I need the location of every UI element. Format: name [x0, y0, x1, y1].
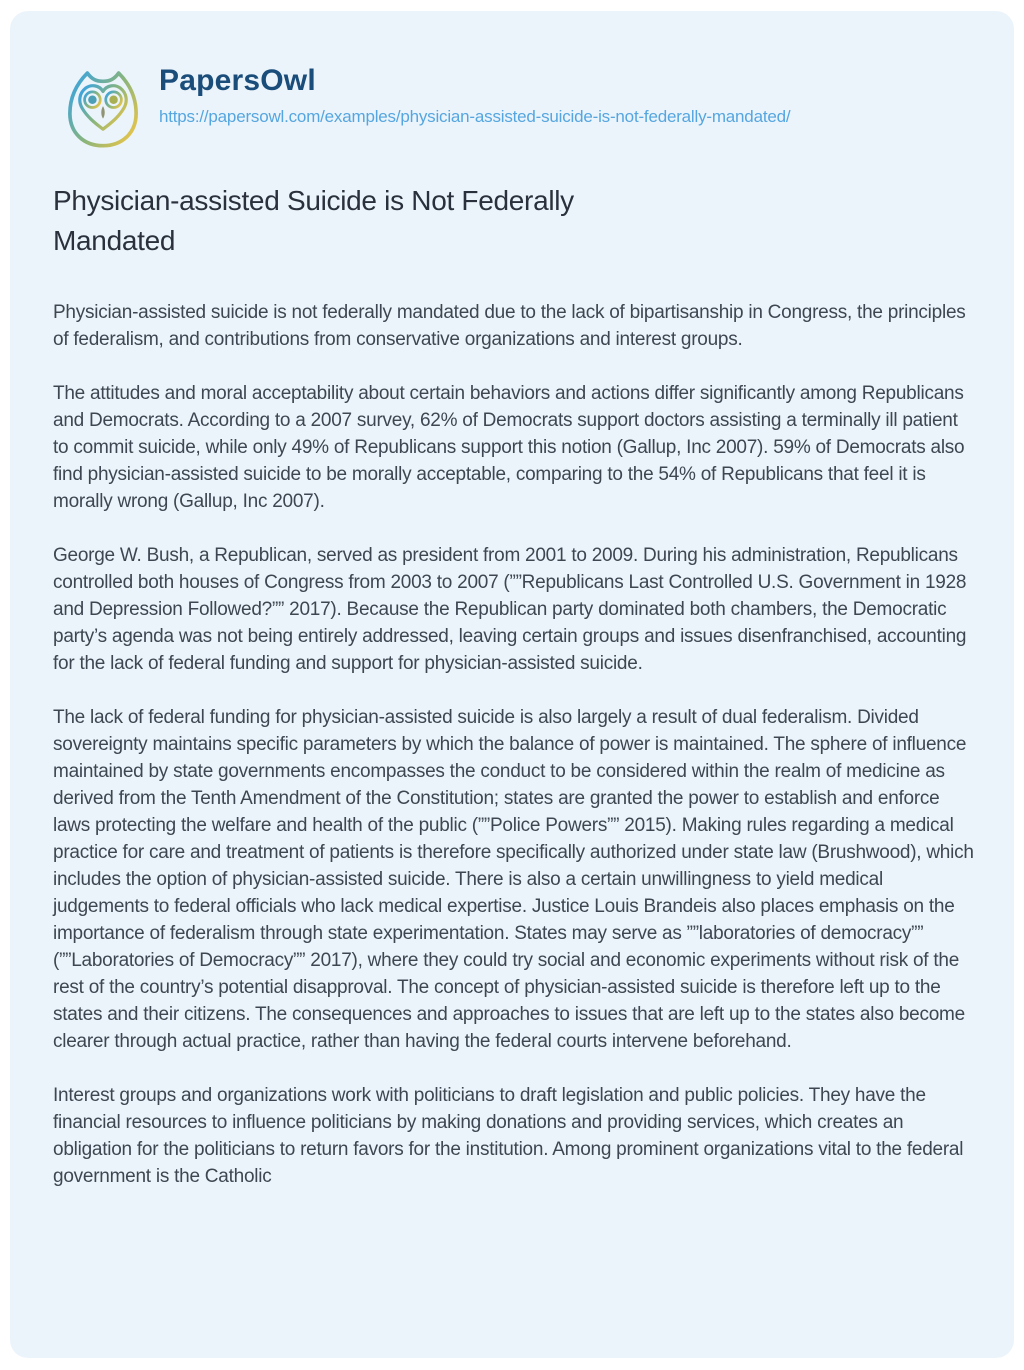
brand-name: PapersOwl: [159, 64, 316, 97]
essay-title: Physician-assisted Suicide is Not Federally Mandated: [53, 185, 574, 256]
header: [57, 62, 974, 154]
source-url-link[interactable]: https://papersowl.com/examples/physician-assisted-suicide-is-not-federally-mandated/: [159, 107, 791, 126]
papersowl-owl-logo-icon: [57, 62, 149, 154]
essay-paragraph-2: The attitudes and moral acceptability about certain behaviors and actions differ significantly among Republicans and Democrats. According to a 2007 survey, 62% of Democrats support doctors assisting a terminally ill patient to commit suicide, while only 49% of Republicans support this notion (Gallup, Inc 2007). 59% of Democrats also find physician-assisted suicide to be morally acceptable, comparing to the 54% of Republicans that feel it is morally wrong (Gallup, Inc 2007).: [53, 383, 965, 512]
essay-paragraph-3: George W. Bush, a Republican, served as president from 2001 to 2009. During his administration, Republicans controlled both houses of Congress from 2003 to 2007 (””Republicans Last Controlled U.S. Government in 1928 and Depression Followed?”” 2017). Because the Republican party dominated both chambers, the Democratic party’s agenda was not being entirely addressed, leaving certain groups and issues disenfranchised, accounting for the lack of federal funding and support for physician-assisted suicide.: [53, 545, 967, 674]
document-card: [10, 11, 1014, 1358]
essay-paragraph-1: Physician-assisted suicide is not federally mandated due to the lack of bipartisanship in Congress, the principles of federalism, and contributions from conservative organizations and interest groups.: [53, 302, 966, 350]
brand-block: [159, 62, 790, 127]
essay-paragraph-4: The lack of federal funding for physician-assisted suicide is also largely a result of dual federalism. Divided sovereignty maintains specific parameters by which the balance of power is maintained. The sphere of influence maintained by state governments encompasses the conduct to be considered within the realm of medicine as derived from the Tenth Amendment of the Constitution; states are granted the power to establish and enforce laws protecting the welfare and health of the public (””Police Powers”” 2015). Making rules regarding a medical practice for care and treatment of patients is therefore specifically authorized under state law (Brushwood), which includes the option of physician-assisted suicide. There is also a certain unwillingness to yield medical judgements to federal officials who lack medical expertise. Justice Louis Brandeis also places emphasis on the importance of federalism through state experimentation. States may serve as ””laboratories of democracy”” (””Laboratories of Democracy”” 2017), where they could try social and economic experiments without risk of the rest of the country’s potential disapproval. The concept of physician-assisted suicide is therefore left up to the states and their citizens. The consequences and approaches to issues that are left up to the states also become clearer through actual practice, rather than having the federal courts intervene beforehand.: [53, 707, 974, 1052]
essay-paragraph-5: Interest groups and organizations work with politicians to draft legislation and public policies. They have the financial resources to influence politicians by making donations and providing services, which creates an obligation for the politicians to return favors for the institution. Among prominent organizations vital to the federal government is the Catholic: [53, 1085, 964, 1187]
